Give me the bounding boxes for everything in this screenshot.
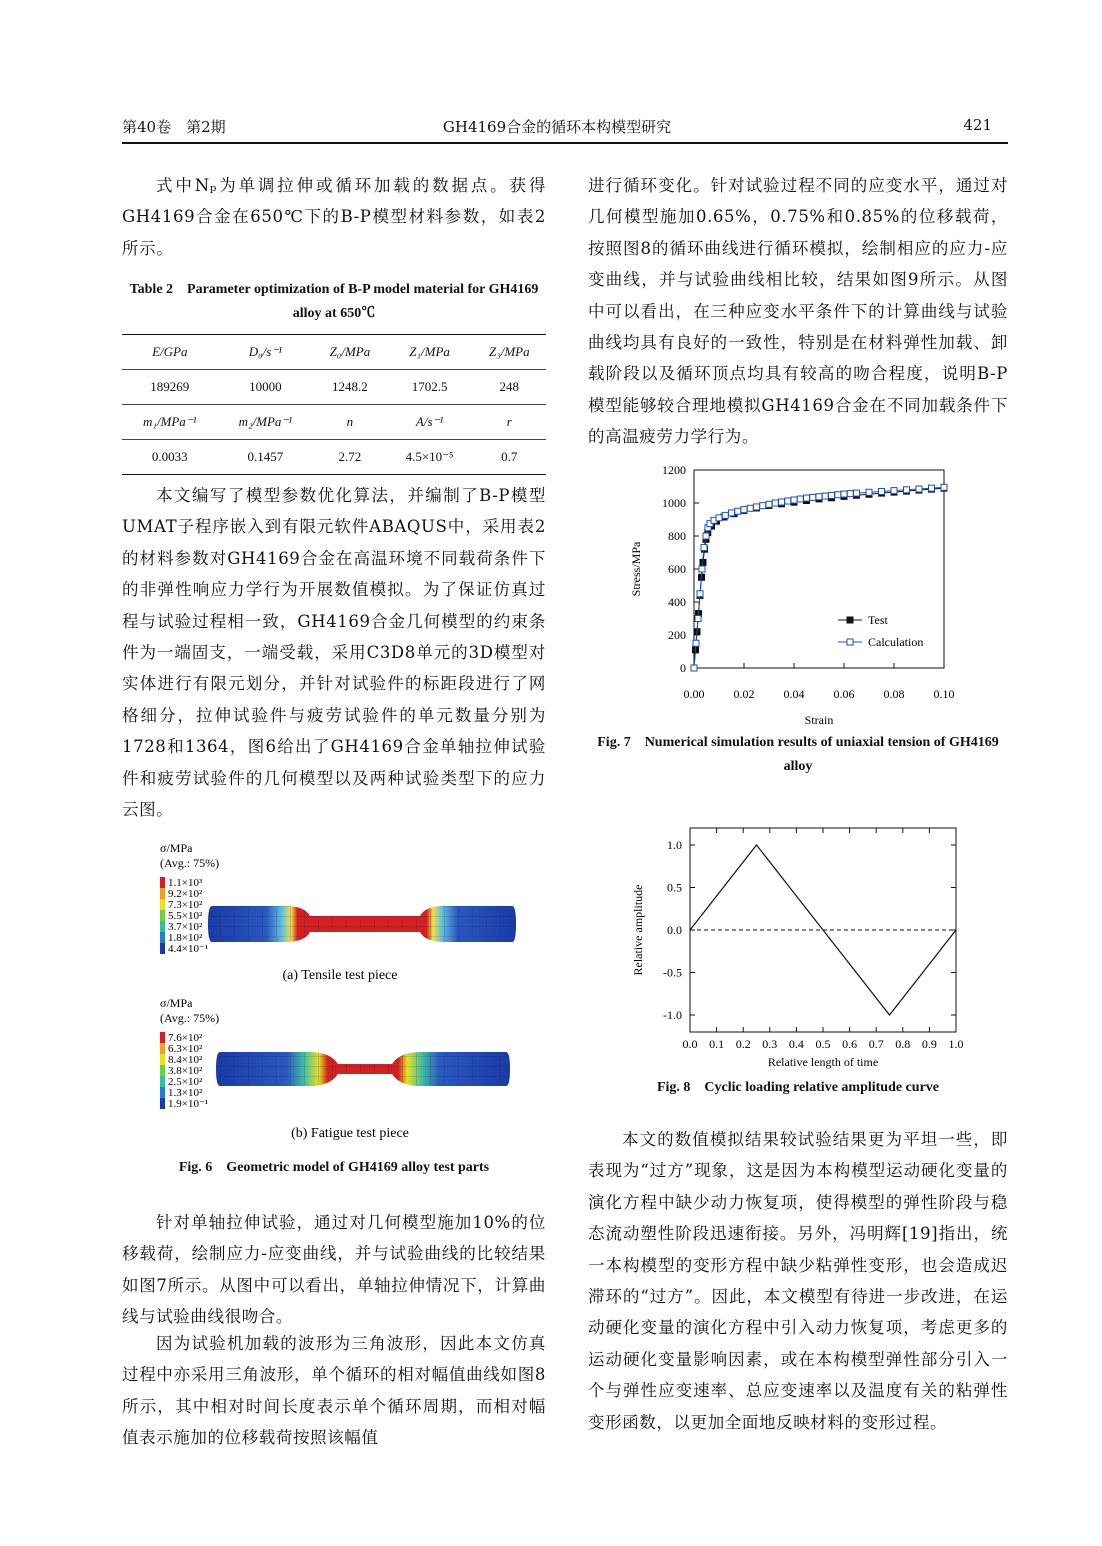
data-point-calculation <box>693 640 699 646</box>
legend-swatch <box>160 932 165 943</box>
data-point-calculation <box>822 493 828 499</box>
parameter-table <box>122 334 546 475</box>
legend-label: Test <box>868 613 888 627</box>
y-tick-label: 0 <box>680 661 686 675</box>
legend-swatch <box>160 899 165 910</box>
data-point-calculation <box>891 488 897 494</box>
table-row-1: 189269 10000 1248.2 1702.5 248 <box>122 370 546 405</box>
y-tick-label: 1.0 <box>667 838 682 852</box>
legend-value: 6.3×10² <box>168 1043 203 1055</box>
right-paragraph-2: 本文的数值模拟结果较试验结果更为平坦一些，即表现为“过方”现象，这是因为本构模型运动硬化变量的演化方程中缺少动力恢复项，使得模型的弹性阶段与稳态流动塑性阶段迅速衔接。另外，冯明辉[19]指出，统一本构模型的变形方程中缺少粘弹性变形，也会造成迟滞环的“过方”。因此，本文模型有待进一步改进，在运动硬化变量的演化方程中引入动力恢复项，考虑更多的运动硬化变量影响因素，或在本构模型弹性部分引入一个与弹性应变速率、总应变速率以及温度有关的粘弹性变形函数，以更加全面地反映材料的变形过程。 <box>588 1130 1008 1432</box>
legend-value: 5.5×10² <box>168 910 203 922</box>
table-header-row-1: E/GPa D₀/s⁻¹ Z₀/MPa Z₁/MPa Z₃/MPa <box>122 335 546 370</box>
data-point-calculation <box>791 497 797 503</box>
table-header-row-2: m₁/MPa⁻¹ m₂/MPa⁻¹ n A/s⁻¹ r <box>122 405 546 440</box>
legend-value: 4.4×10⁻¹ <box>168 943 209 955</box>
data-point-calculation <box>747 505 753 511</box>
x-tick-label: 0.1 <box>709 1037 725 1051</box>
fatigue-mesh <box>216 1052 510 1086</box>
x-tick-label: 0.10 <box>933 687 955 701</box>
legend-value: 3.7×10² <box>168 921 203 933</box>
legend-swatch <box>160 921 165 932</box>
legend-value: 3.8×10² <box>168 1065 203 1077</box>
left-paragraph-1: 式中Nₚ为单调拉伸或循环加载的数据点。获得GH4169合金在650℃下的B-P模型材料参数，如表2所示。 <box>122 176 546 258</box>
legend-swatch <box>160 1043 165 1054</box>
data-point-calculation <box>735 508 741 514</box>
running-header <box>122 116 992 140</box>
x-tick-label: 0.7 <box>868 1037 884 1051</box>
data-point-calculation <box>904 487 910 493</box>
legend-value: 7.6×10² <box>168 1032 203 1044</box>
y-tick-label: 200 <box>668 628 686 642</box>
data-point-calculation <box>697 591 703 597</box>
left-paragraph-3: 针对单轴拉伸试验，通过对几何模型施加10%的位移载荷，绘制应力-应变曲线，并与试验曲线的比较结果如图7所示。从图中可以看出，单轴拉伸情况下，计算曲线与试验曲线很吻合。 <box>122 1213 546 1327</box>
x-tick-label: 0.02 <box>733 687 755 701</box>
tensile-mesh <box>208 906 516 942</box>
x-axis-label: Strain <box>804 713 834 727</box>
y-tick-label: 0.5 <box>667 880 682 895</box>
data-point-calculation <box>847 491 853 497</box>
x-tick-label: 0.4 <box>788 1037 804 1051</box>
data-point-calculation <box>879 488 885 494</box>
data-point-calculation <box>691 665 697 671</box>
legend-swatch <box>160 1076 165 1087</box>
unit-label-b: σ/MPa <box>160 996 193 1010</box>
data-point-calculation <box>695 616 701 622</box>
y-axis-label: Relative amplitude <box>631 884 645 976</box>
y-tick-label: 600 <box>668 562 686 576</box>
y-tick-label: 0.0 <box>667 923 682 937</box>
legend-swatch <box>160 1054 165 1065</box>
fatigue-stress-contour <box>160 996 510 1141</box>
legend-value: 1.8×10² <box>168 932 203 944</box>
right-paragraph-1: 进行循环变化。针对试验过程不同的应变水平，通过对几何模型施加0.65%，0.75%和0.85%的位移载荷，按照图8的循环曲线进行循环模拟，绘制相应的应力-应变曲线，并与试验曲线相比较，结果如图9所示。从图中可以看出，在三种应变水平条件下的计算曲线与试验曲线均具有良好的一致性，特别是在材料弹性加载、卸载阶段以及循环顶点均具有较高的吻合程度，说明B-P模型能够较合理地模拟GH4169合金在不同加载条件下的高温疲劳力学行为。 <box>588 176 1008 447</box>
legend-swatch <box>160 877 165 888</box>
legend-value: 1.1×10³ <box>168 877 203 889</box>
data-point-calculation <box>760 503 766 509</box>
page-number: 421 <box>963 116 992 134</box>
data-point-calculation <box>866 489 872 495</box>
data-point-calculation <box>779 499 785 505</box>
x-tick-label: 0.5 <box>815 1037 831 1051</box>
data-point-calculation <box>729 510 735 516</box>
x-tick-label: 0.9 <box>921 1037 937 1051</box>
legend-value: 1.9×10⁻¹ <box>168 1098 209 1110</box>
data-point-calculation <box>722 512 728 518</box>
y-axis-label: Stress/MPa <box>629 541 643 597</box>
y-tick-label: 1200 <box>662 463 686 477</box>
data-point-calculation <box>699 566 705 572</box>
legend-value: 9.2×10² <box>168 888 203 900</box>
left-paragraph-4: 因为试验机加载的波形为三角波形，因此本文仿真过程中亦采用三角波形，单个循环的相对幅值曲线如图8所示，其中相对时间长度表示单个循环周期，而相对幅值表示施加的位移载荷按照该幅值 <box>122 1334 546 1448</box>
left-paragraph-2: 本文编写了模型参数优化算法，并编制了B-P模型UMAT子程序嵌入到有限元软件ABAQUS中，采用表2的材料参数对GH4169合金在高温环境不同载荷条件下的非弹性响应力学行为开展数值模拟。为了保证仿真过程与试验过程相一致，GH4169合金几何模型的约束条件为一端固支，一端受载，采用C3D8单元的3D模型对实体进行有限元划分，并针对试验件的标距段进行了网格细分，拉伸试验件与疲劳试验件的单元数量分别为1728和1364，图6给出了GH4169合金单轴拉伸试验件和疲劳试验件的几何模型以及两种试验类型下的应力云图。 <box>122 486 546 820</box>
legend-value: 8.4×10² <box>168 1054 203 1066</box>
data-point-calculation <box>854 490 860 496</box>
legend-scale-a <box>160 877 208 955</box>
legend-marker <box>847 639 853 645</box>
legend-swatch <box>160 1087 165 1098</box>
data-point-calculation <box>754 504 760 510</box>
y-tick-label: 1000 <box>662 496 686 510</box>
x-tick-label: 0.6 <box>842 1037 858 1051</box>
figure-8-caption: Fig. 8 Cyclic loading relative amplitude curve <box>656 1080 940 1095</box>
data-point-calculation <box>797 496 803 502</box>
avg-label-b: (Avg.: 75%) <box>160 1011 220 1025</box>
data-point-calculation <box>829 492 835 498</box>
data-point-calculation <box>941 484 947 490</box>
avg-label-a: (Avg.: 75%) <box>160 856 220 870</box>
data-point-calculation <box>716 515 722 521</box>
y-tick-label: 400 <box>668 595 686 609</box>
figure-7-caption: Fig. 7 Numerical simulation results of uniaxial tension of GH4169 alloy <box>597 735 999 774</box>
data-point-calculation <box>841 491 847 497</box>
legend-swatch <box>160 1065 165 1076</box>
data-point-calculation <box>701 545 707 551</box>
y-tick-label: 800 <box>668 529 686 543</box>
legend-value: 1.3×10² <box>168 1087 203 1099</box>
figure-6-caption: Fig. 6 Geometric model of GH4169 alloy test parts <box>178 1160 490 1175</box>
table-row-2: 0.0033 0.1457 2.72 4.5×10⁻⁵ 0.7 <box>122 440 546 475</box>
x-tick-label: 1.0 <box>948 1037 964 1051</box>
data-point-calculation <box>804 495 810 501</box>
x-tick-label: 0.06 <box>833 687 855 701</box>
data-point-calculation <box>810 494 816 500</box>
legend-scale-b <box>160 1032 208 1110</box>
tensile-label: (a) Tensile test piece <box>282 968 398 983</box>
unit-label-a: σ/MPa <box>160 841 193 855</box>
data-point-calculation <box>785 498 791 504</box>
fatigue-label: (b) Fatigue test piece <box>291 1126 409 1141</box>
data-point-calculation <box>766 501 772 507</box>
figure-8-chart <box>626 822 966 1072</box>
table-2-caption: Table 2 Parameter optimization of B-P model material for GH4169 alloy at 650℃ <box>129 282 539 321</box>
data-point-calculation <box>835 492 841 498</box>
legend-swatch <box>160 1098 165 1109</box>
data-point-calculation <box>929 485 935 491</box>
x-tick-label: 0.2 <box>735 1037 751 1051</box>
legend-label: Calculation <box>868 635 924 649</box>
running-title: GH4169合金的循环本构模型研究 <box>442 118 672 136</box>
y-tick-label: -1.0 <box>663 1008 682 1022</box>
x-tick-label: 0.04 <box>783 687 805 701</box>
x-tick-label: 0.3 <box>762 1037 778 1051</box>
x-axis-label: Relative length of time <box>767 1055 879 1069</box>
legend-value: 2.5×10² <box>168 1076 203 1088</box>
legend-swatch <box>160 910 165 921</box>
header-rule <box>122 142 1008 144</box>
figure-7-chart <box>626 458 956 728</box>
y-tick-label: -0.5 <box>663 965 682 980</box>
data-point-calculation <box>816 494 822 500</box>
data-point-calculation <box>772 500 778 506</box>
data-point-calculation <box>703 533 709 539</box>
legend-swatch <box>160 943 165 954</box>
x-tick-label: 0.0 <box>682 1037 698 1051</box>
legend-swatch <box>160 888 165 899</box>
figure-6 <box>150 836 530 1146</box>
volume-issue: 第40卷 第2期 <box>122 118 226 136</box>
x-tick-label: 0.00 <box>683 687 705 701</box>
legend-value: 7.3×10² <box>168 899 203 911</box>
legend-swatch <box>160 1032 165 1043</box>
x-tick-label: 0.8 <box>895 1037 911 1051</box>
x-tick-label: 0.08 <box>883 687 905 701</box>
data-point-calculation <box>916 486 922 492</box>
tensile-stress-contour <box>160 841 516 983</box>
legend-marker <box>847 617 853 623</box>
data-point-calculation <box>741 507 747 513</box>
